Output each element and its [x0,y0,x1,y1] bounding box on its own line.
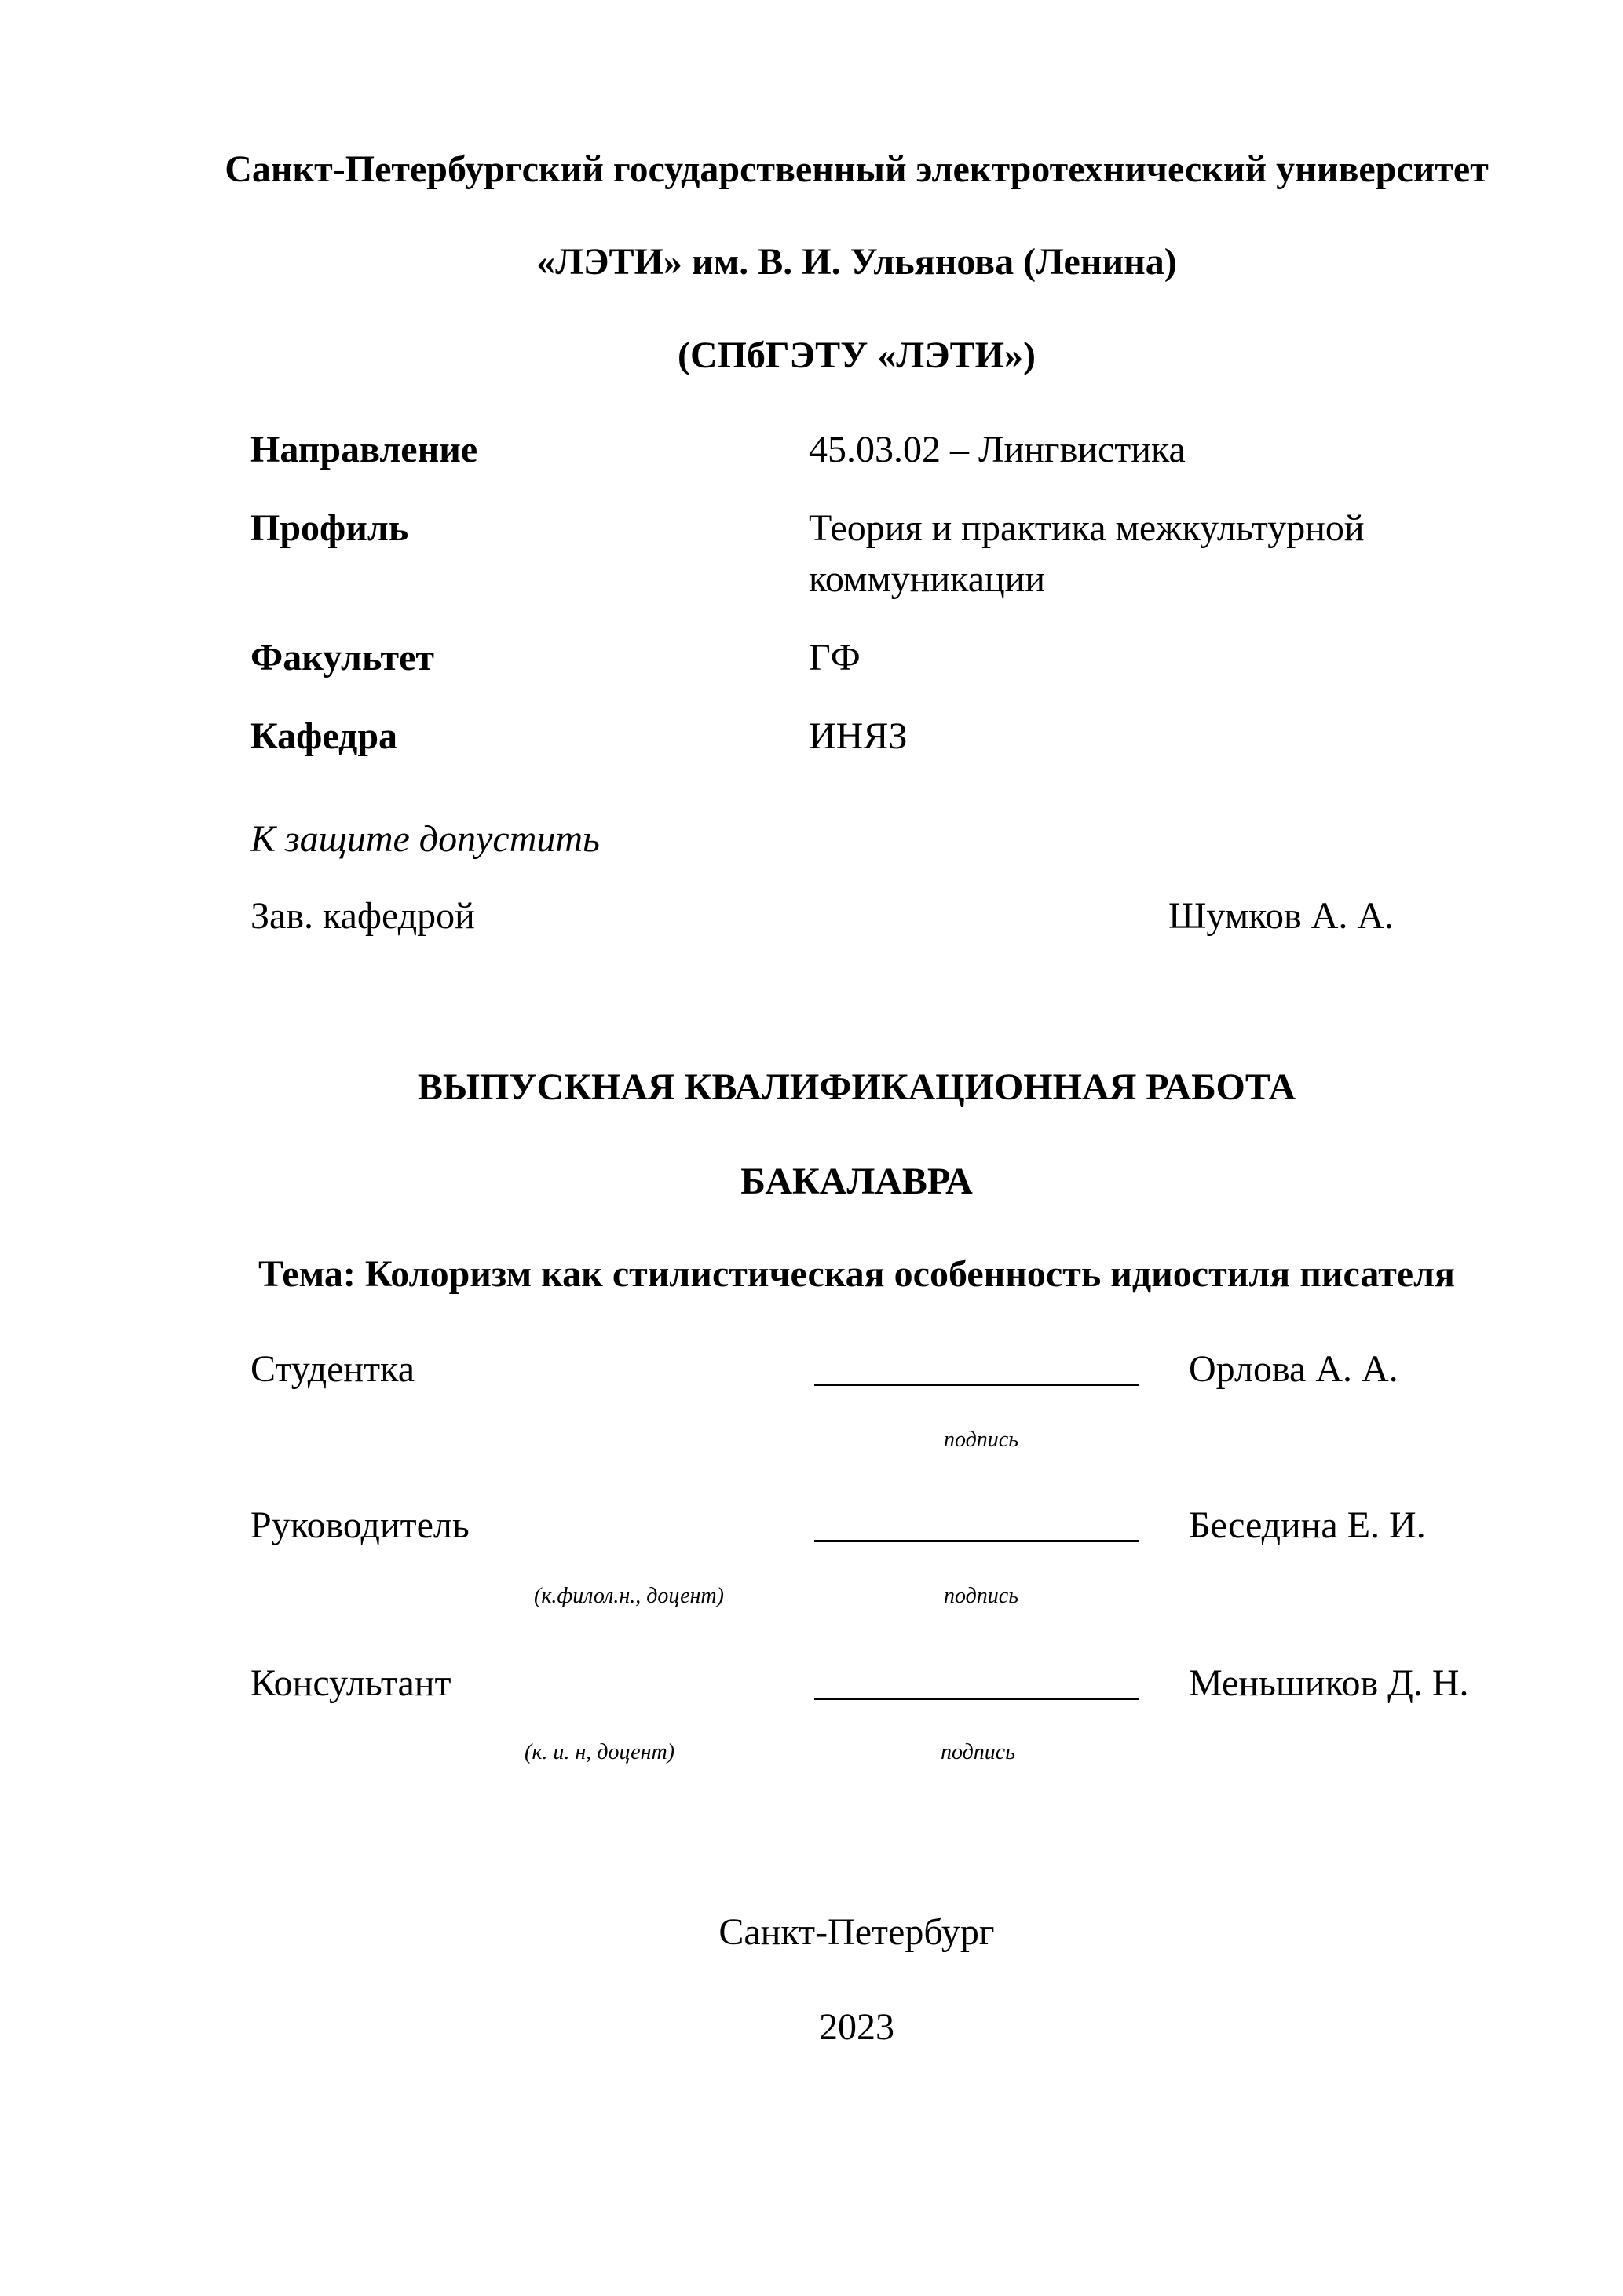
head-of-department-name: Шумков А. А. [1168,895,1395,937]
supervisor-signature-line [814,1540,1139,1542]
university-full-name: «ЛЭТИ» им. В. И. Ульянова (Ленина) [536,241,1177,283]
student-name: Орлова А. А. [1189,1348,1398,1390]
consultant-degree: (к. и. н, доцент) [525,1740,675,1764]
department-value: ИНЯЗ [809,715,908,757]
university-abbreviation: (СПбГЭТУ «ЛЭТИ») [678,335,1036,376]
supervisor-name: Беседина Е. И. [1189,1504,1426,1546]
head-of-department-label: Зав. кафедрой [250,895,475,937]
department-label: Кафедра [250,715,398,757]
student-signature-caption: подпись [944,1428,1018,1452]
consultant-signature-caption: подпись [941,1740,1015,1764]
profile-value: Теория и практика межкультурной [809,507,1365,549]
student-label: Студентка [250,1348,415,1390]
work-degree: БАКАЛАВРА [740,1161,973,1202]
city: Санкт-Петербург [718,1911,995,1953]
work-topic: Тема: Колоризм как стилистическая особенность идиостиля писателя [258,1253,1455,1295]
admission-text: К защите допустить [250,818,600,860]
faculty-value: ГФ [809,637,861,678]
profile-value-cont: коммуникации [809,558,1046,600]
work-title: ВЫПУСКНАЯ КВАЛИФИКАЦИОННАЯ РАБОТА [417,1066,1296,1108]
supervisor-degree: (к.филол.н., доцент) [534,1584,724,1608]
supervisor-label: Руководитель [250,1504,470,1546]
supervisor-signature-caption: подпись [944,1584,1018,1608]
direction-value: 45.03.02 – Лингвистика [809,429,1186,470]
profile-label: Профиль [250,507,409,549]
year: 2023 [819,2006,894,2048]
faculty-label: Факультет [250,637,434,678]
student-signature-line [814,1384,1139,1386]
direction-label: Направление [250,429,478,470]
consultant-signature-line [814,1698,1139,1700]
consultant-name: Меньшиков Д. Н. [1189,1662,1469,1704]
consultant-label: Консультант [250,1662,451,1704]
university-name: Санкт-Петербургский государственный электротехнический университет [225,148,1489,190]
